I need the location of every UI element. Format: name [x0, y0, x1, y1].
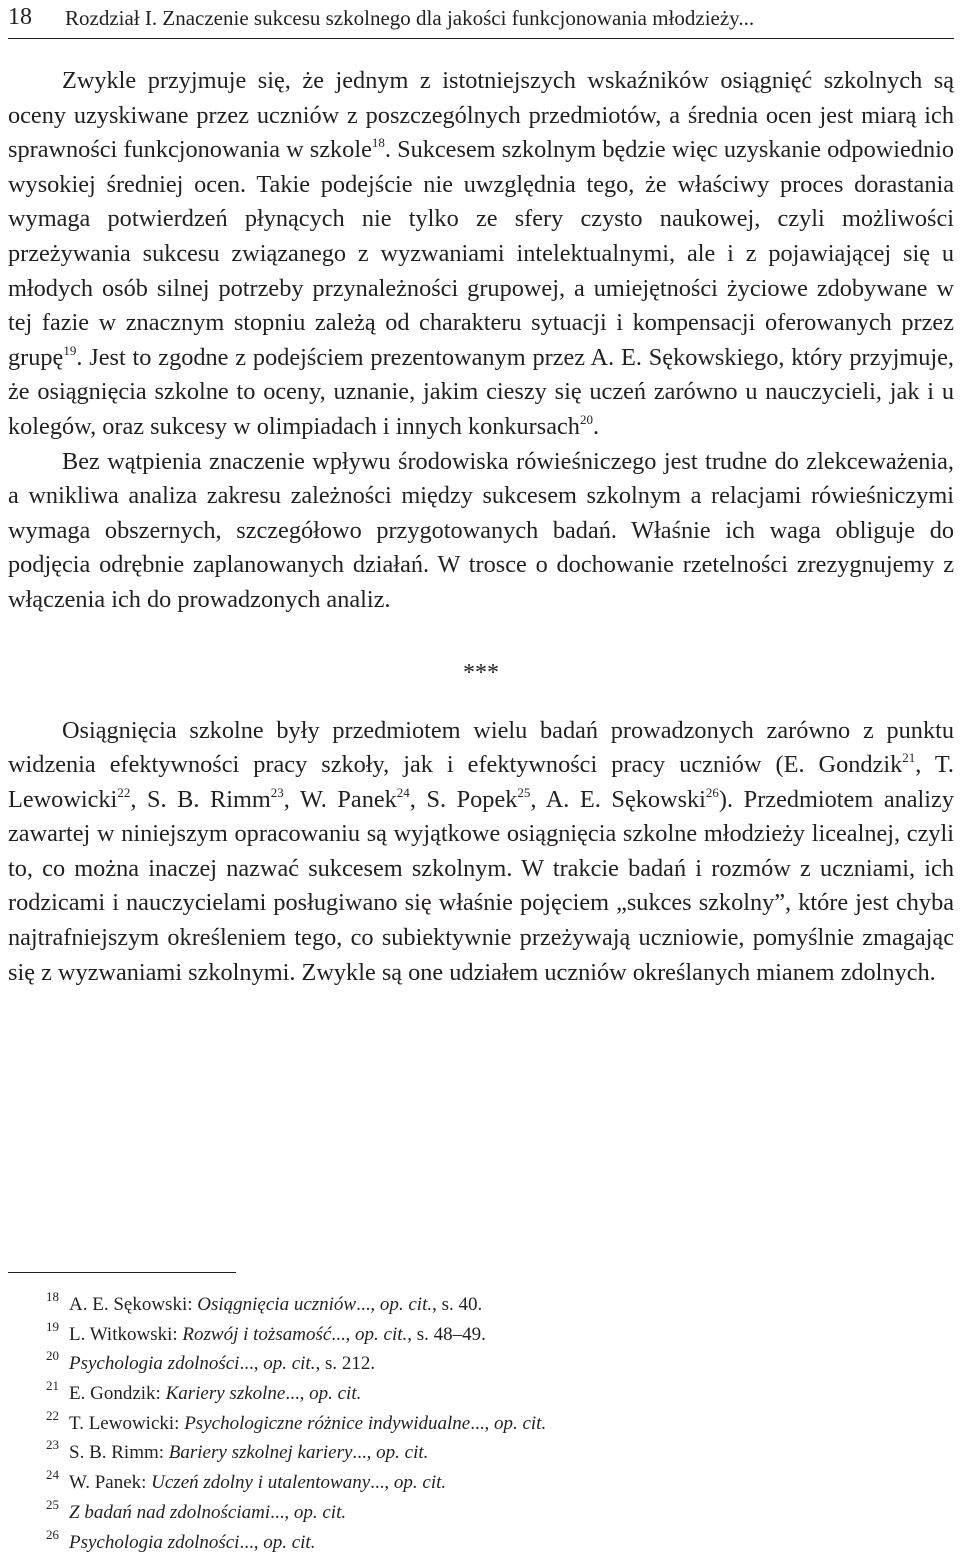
footnote — [8, 1290, 908, 1320]
fn-title: Uczeń zdolny i utalentowany — [151, 1472, 371, 1494]
fn-author: T. Lewowicki: — [69, 1412, 185, 1434]
footnote-text — [69, 1379, 361, 1409]
fn-title: Bariery szkolnej kariery — [168, 1442, 353, 1464]
footnote-number: 25 — [46, 1496, 59, 1512]
footnote-text — [69, 1528, 315, 1557]
fn-page: , s. 212. — [315, 1353, 376, 1375]
text-run: , S. B. Rimm — [130, 785, 271, 813]
fn-title: Kariery szkolne — [165, 1383, 286, 1405]
footnote-text — [69, 1468, 446, 1498]
fn-ellipsis: ..., — [356, 1294, 380, 1315]
fn-ellipsis: ..., — [285, 1383, 310, 1405]
footnote-number: 21 — [46, 1378, 59, 1394]
text-run: Zwykle przyjmuje się, że jednym z istotniejszych wskaźników osiągnięć szkolnych są oceny uzyskiwane przez uczniów z poszczególnych przedmiotów, a średnia ocen jest miarą ich sprawności funkcjonowania w szkole — [8, 67, 954, 164]
text-run: . Jest to zgodne z podejściem prezentowanym przez A. E. Sękowskiego, który przyjmuje, że osiągnięcia szkolne to oceny, uznanie, jakim cieszy się uczeń zarówno u nauczycieli, jak i u kolegów, oraz sukcesy w olimpiadach i innych konkursach — [8, 343, 954, 440]
text-run: . — [592, 412, 600, 440]
fn-opcit: op. cit. — [493, 1412, 547, 1434]
fn-ellipsis: ..., — [331, 1323, 356, 1345]
footnote — [8, 1379, 908, 1409]
footnote-number: 19 — [46, 1318, 59, 1334]
page-header — [8, 2, 954, 39]
footnote-ref: 22 — [117, 784, 131, 800]
fn-author: A. E. Sękowski: — [69, 1294, 198, 1315]
footnote-ref: 24 — [396, 784, 410, 800]
fn-title: Osiągnięcia uczniów — [197, 1294, 357, 1315]
footnote-number: 26 — [46, 1526, 59, 1542]
fn-author: L. Witkowski: — [69, 1323, 183, 1345]
fn-opcit: op. cit. — [379, 1294, 433, 1315]
footnote — [8, 1349, 908, 1379]
fn-opcit: op. cit. — [393, 1472, 447, 1494]
fn-author: W. Panek: — [69, 1472, 152, 1494]
footnote-ref: 20 — [579, 411, 593, 427]
section-separator: *** — [463, 659, 499, 686]
fn-title: Psychologiczne różnice indywidualne — [184, 1412, 471, 1434]
footnote-text — [69, 1498, 346, 1528]
footnote-ref: 25 — [517, 784, 531, 800]
text-run: , A. E. Sękowski — [530, 785, 706, 813]
footnote-ref: 18 — [371, 135, 385, 151]
fn-ellipsis: ..., — [470, 1412, 494, 1434]
footnote — [8, 1498, 908, 1528]
fn-opcit: op. cit. — [309, 1383, 362, 1405]
text-run: Osiągnięcia szkolne były przedmiotem wielu badań prowadzonych zarówno z punktu widzenia efektywności pracy szkoły, jak i efektywności pracy uczniów (E. Gondzik — [8, 716, 954, 779]
fn-opcit: op. cit. — [263, 1353, 316, 1375]
footnote-ref: 23 — [270, 784, 284, 800]
footnote — [8, 1320, 908, 1350]
fn-opcit: op. cit. — [293, 1501, 347, 1523]
footnote — [8, 1528, 908, 1557]
fn-author: E. Gondzik: — [69, 1383, 166, 1405]
footnote-text — [69, 1320, 486, 1350]
fn-opcit: op. cit. — [376, 1442, 429, 1464]
paragraph-1 — [8, 64, 954, 445]
paragraph-3 — [8, 714, 954, 991]
footnote-ref: 21 — [902, 750, 916, 766]
fn-ellipsis: ..., — [239, 1531, 264, 1553]
footnote-text — [69, 1349, 375, 1379]
fn-ellipsis: ..., — [270, 1501, 294, 1523]
fn-ellipsis: ..., — [239, 1353, 264, 1375]
footnote-number: 23 — [46, 1437, 59, 1453]
main-text — [8, 64, 954, 990]
text-run: , W. Panek — [283, 785, 397, 813]
footnote-rule — [8, 1272, 236, 1273]
fn-author: S. B. Rimm: — [69, 1442, 169, 1464]
footnote-number: 18 — [46, 1289, 59, 1304]
fn-title: Psychologia zdolności — [69, 1353, 240, 1375]
text-run: . Sukcesem szkolnym będzie więc uzyskanie odpowiednio wysokiej średniej ocen. Takie podejście nie uwzględnia tego, że właściwy proces dorastania wymaga potwierdzeń płynących nie tylko ze sfery czysto naukowej, czyli możliwości przeżywania sukcesu związanego z wyzwaniami intelektualnymi, ale i z pojawiającej się u młodych osób silnej potrzeby przynależności grupowej, a umiejętności życiowe zdobywane w tej fazie w znacznym stopniu zależą od charakteru sytuacji i kompensacji oferowanych przez grupę — [8, 136, 954, 371]
fn-page: , s. 48–49. — [407, 1323, 486, 1345]
text-run: , T. Lewowicki — [8, 751, 954, 813]
footnote-text — [69, 1409, 546, 1439]
page-number: 18 — [8, 4, 32, 30]
fn-ellipsis: ..., — [352, 1442, 377, 1464]
footnotes — [8, 1290, 908, 1557]
footnote-number: 24 — [46, 1467, 59, 1483]
text-run: , S. Popek — [409, 785, 518, 813]
paragraph-2: Bez wątpienia znaczenie wpływu środowiska rówieśniczego jest trudne do zlekceważenia, a wnikliwa analiza zakresu zależności między sukcesem szkolnym a relacjami rówieśniczymi wymaga obszernych, szczegółowo przygotowanych badań. Właśnie ich waga obliguje do podjęcia odrębnie zaplanowanych działań. W trosce o dochowanie rzetelności zrezygnujemy z włączenia ich do prowadzonych analiz. — [8, 447, 954, 613]
footnote-ref: 26 — [705, 784, 719, 800]
running-head: Rozdział I. Znaczenie sukcesu szkolnego dla jakości funkcjonowania młodzieży... — [65, 6, 755, 30]
fn-ellipsis: ..., — [370, 1472, 394, 1494]
footnote-ref: 19 — [63, 342, 77, 358]
footnote-text — [69, 1290, 482, 1320]
fn-title: Psychologia zdolności — [69, 1531, 240, 1553]
fn-title: Rozwój i tożsamość — [182, 1323, 332, 1345]
fn-page: , s. 40. — [432, 1294, 483, 1315]
fn-title: Z badań nad zdolnościami — [69, 1501, 271, 1523]
footnote — [8, 1468, 908, 1498]
fn-opcit: op. cit. — [263, 1531, 316, 1553]
footnote-number: 20 — [46, 1348, 59, 1364]
footnote-text — [69, 1438, 428, 1468]
fn-opcit: op. cit. — [355, 1323, 408, 1345]
text-run: ). Przedmiotem analizy zawartej w niniejszym opracowaniu są wyjątkowe osiągnięcia szkolne młodzieży licealnej, czyli to, co można inaczej nazwać sukcesem szkolnym. W trakcie badań i rozmów z uczniami, ich rodzicami i nauczycielami posługiwano się właśnie pojęciem „sukces szkolny”, które jest chyba najtrafniejszym określeniem tego, co subiektywnie przeżywają uczniowie, pomyślnie zmagając się z wyzwaniami szkolnymi. Zwykle są one udziałem uczniów określanych mianem zdolnych. — [8, 785, 954, 986]
footnote — [8, 1438, 908, 1468]
footnote — [8, 1409, 908, 1439]
footnote-number: 22 — [46, 1407, 59, 1423]
